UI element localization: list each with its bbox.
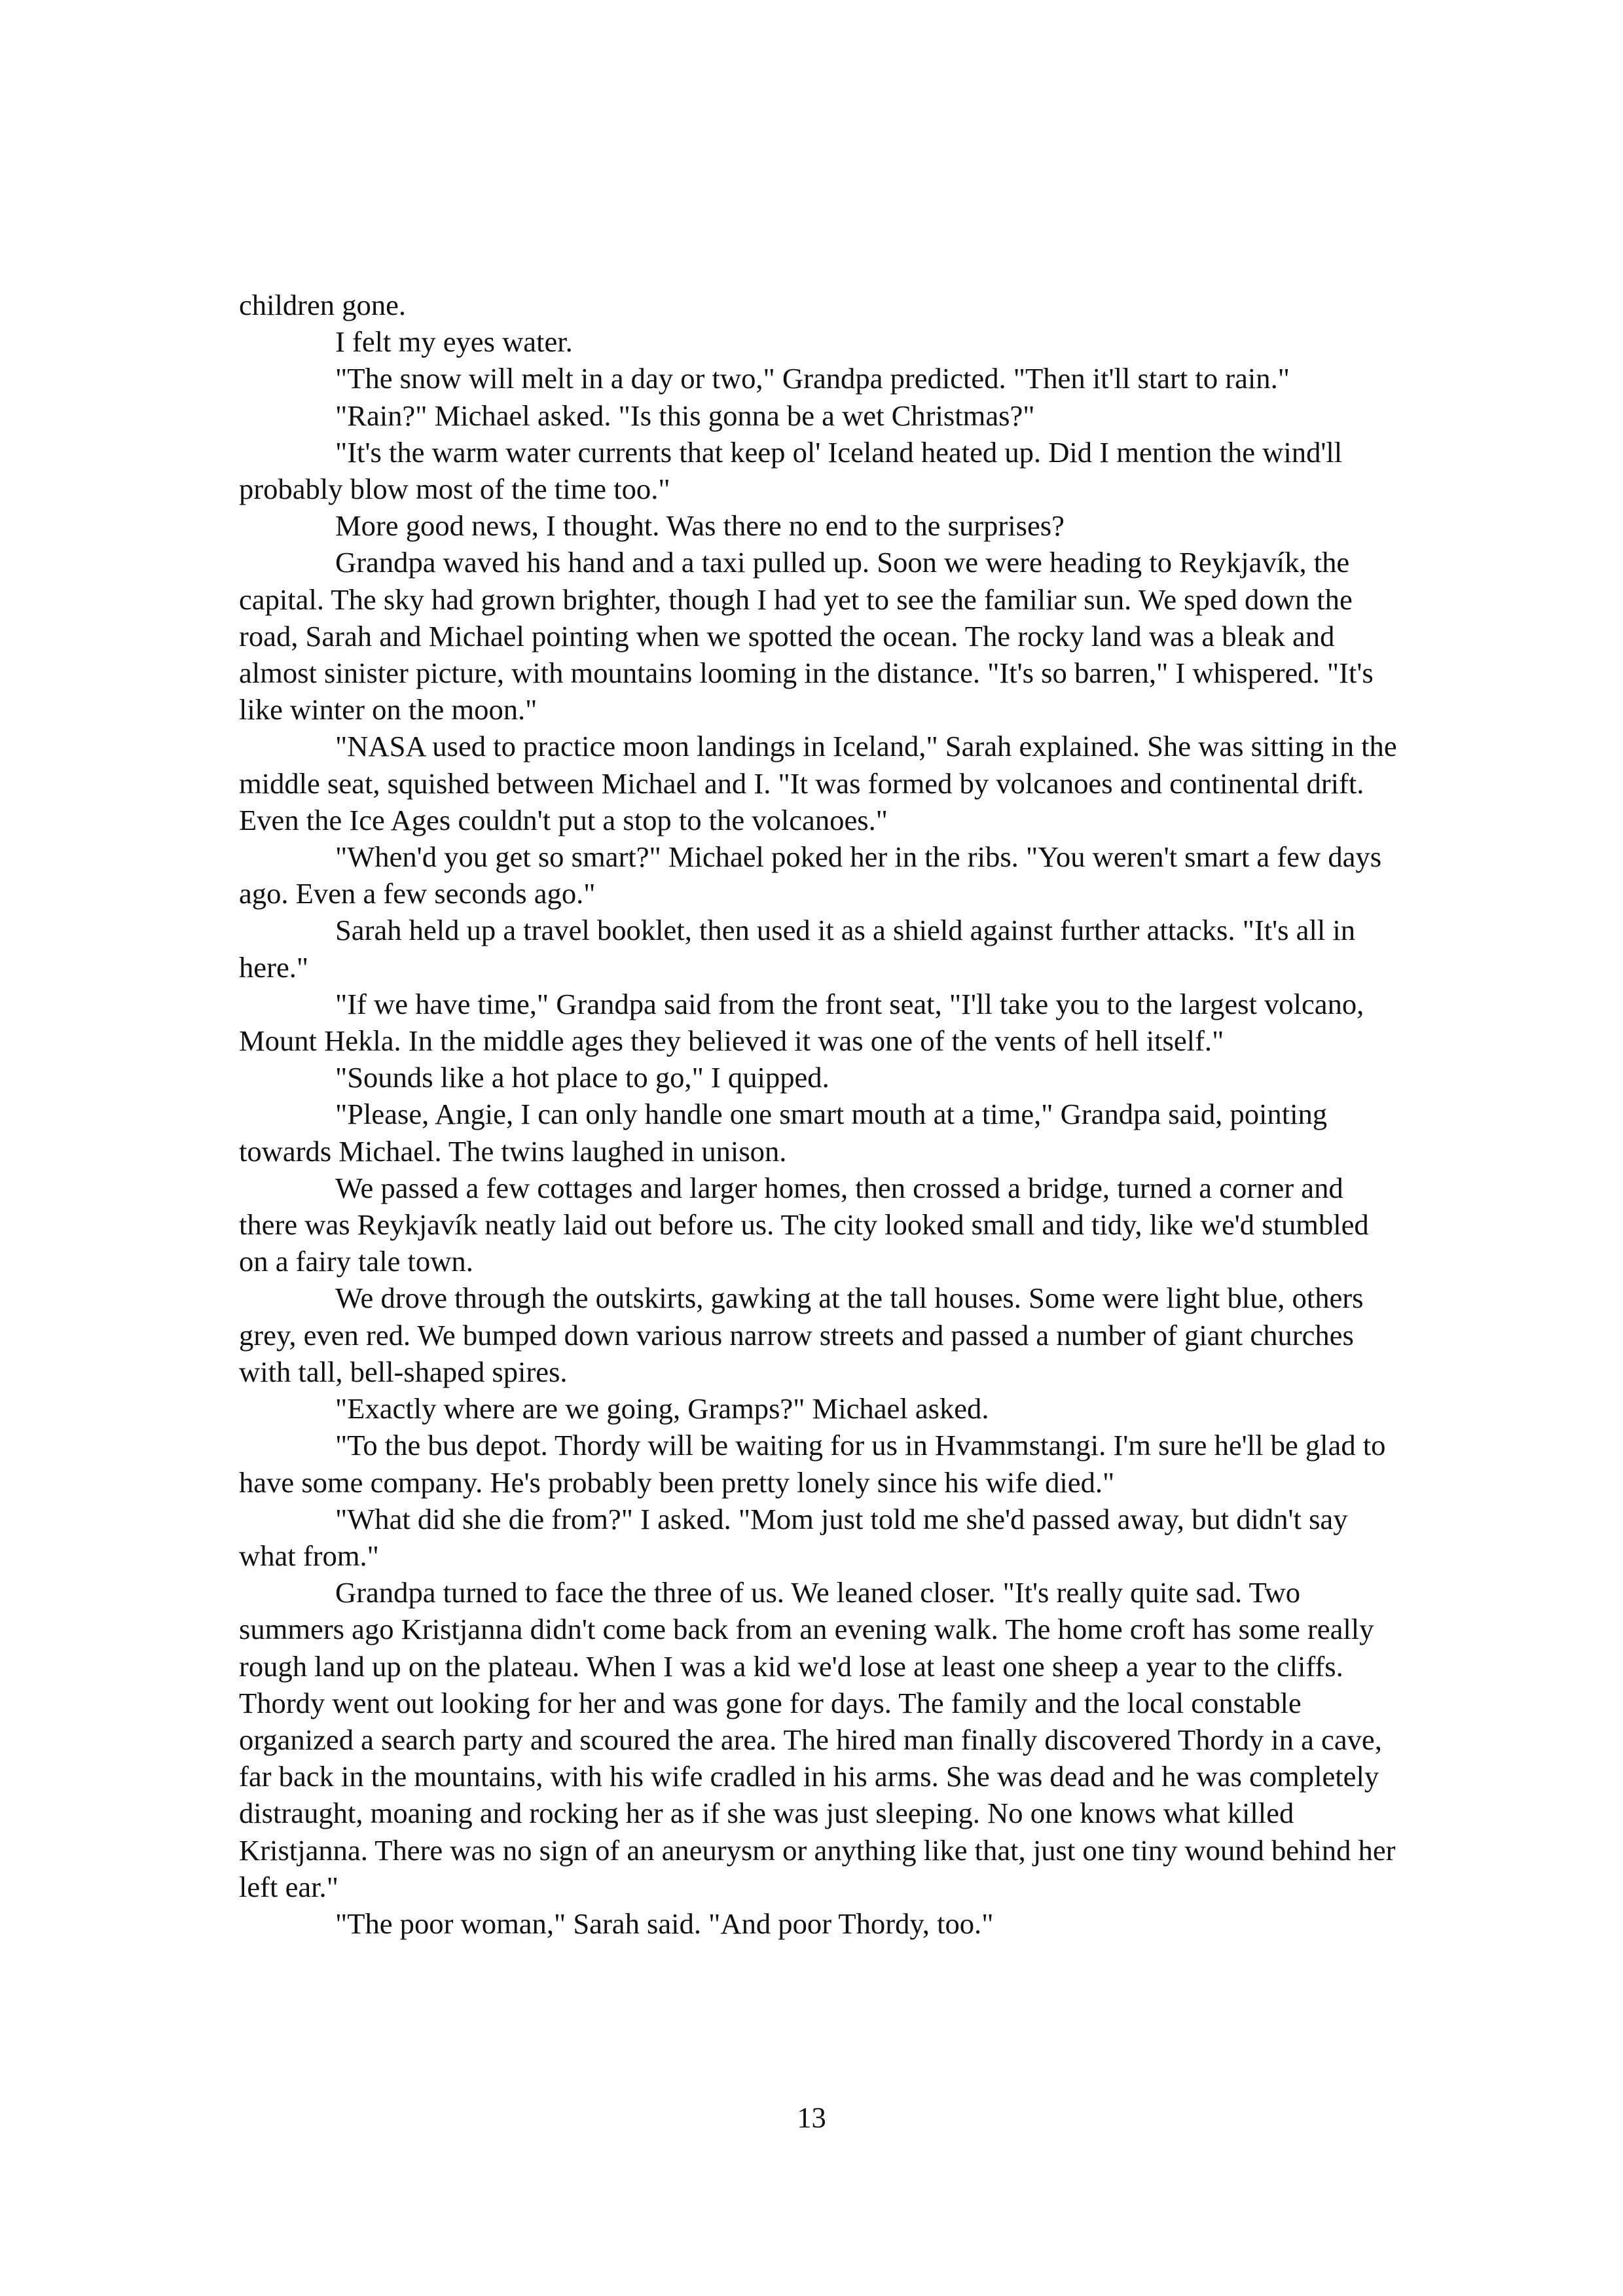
paragraph: Grandpa waved his hand and a taxi pulled up. Soon we were heading to Reykjavík, the capital. The sky had grown brighter, though I had yet to see the familiar sun. We sped down the road, Sarah and Michael pointing when we spotted the ocean. The rocky land was a bleak and almost sinister picture, with mountains looming in the distance. "It's so barren," I whispered. "It's like winter on the moon." [239,546,1374,726]
paragraph: "Sounds like a hot place to go," I quipped. [335,1061,830,1094]
body-text [239,287,1404,1942]
paragraph: "It's the warm water currents that keep ol' Iceland heated up. Did I mention the wind'll probably blow most of the time too." [239,435,1343,506]
paragraph: "Exactly where are we going, Gramps?" Michael asked. [335,1392,989,1426]
paragraph: children gone. [239,289,407,321]
paragraph: We passed a few cottages and larger homes, then crossed a bridge, turned a corner and there was Reykjavík neatly laid out before us. The city looked small and tidy, like we'd stumbled on a fairy tale town. [239,1171,1369,1278]
paragraph: "Please, Angie, I can only handle one smart mouth at a time," Grandpa said, pointing towards Michael. The twins laughed in unison. [239,1098,1328,1168]
paragraph: More good news, I thought. Was there no end to the surprises? [335,509,1065,543]
paragraph: Grandpa turned to face the three of us. We leaned closer. "It's really quite sad. Two summers ago Kristjanna didn't come back from an evening walk. The home croft has some really rough land up on the plateau. When I was a kid we'd lose at least one sheep a year to the cliffs. Thordy went out looking for her and was gone for days. The family and the local constable organized a search party and scoured the area. The hired man finally discovered Thordy in a cave, far back in the mountains, with his wife cradled in his arms. She was dead and he was completely distraught, moaning and rocking her as if she was just sleeping. No one knows what killed Kristjanna. There was no sign of an aneurysm or anything like that, just one tiny wound behind her left ear." [239,1576,1396,1903]
paragraph: "Rain?" Michael asked. "Is this gonna be a wet Christmas?" [335,399,1035,432]
page-number: 13 [797,2101,826,2134]
paragraph: "To the bus depot. Thordy will be waiting for us in Hvammstangi. I'm sure he'll be glad to have some company. He's probably been pretty lonely since his wife died." [239,1429,1386,1499]
paragraph: "What did she die from?" I asked. "Mom just told me she'd passed away, but didn't say what from." [239,1502,1348,1572]
paragraph: "NASA used to practice moon landings in Iceland," Sarah explained. She was sitting in the middle seat, squished between Michael and I. "It was formed by volcanoes and continental drift. Even the Ice Ages couldn't put a stop to the volcanoes." [239,730,1397,836]
paragraph: We drove through the outskirts, gawking at the tall houses. Some were light blue, others grey, even red. We bumped down various narrow streets and passed a number of giant churches with tall, bell-shaped spires. [239,1282,1364,1388]
paragraph: "The poor woman," Sarah said. "And poor Thordy, too." [335,1907,994,1940]
paragraph: Sarah held up a travel booklet, then used it as a shield against further attacks. "It's all in here." [239,914,1356,984]
paragraph: "If we have time," Grandpa said from the front seat, "I'll take you to the largest volcano, Mount Hekla. In the middle ages they believed it was one of the vents of hell itself." [239,987,1364,1058]
paragraph: "The snow will melt in a day or two," Grandpa predicted. "Then it'll start to rain." [335,362,1290,395]
paragraph: "When'd you get so smart?" Michael poked her in the ribs. "You weren't smart a few days ago. Even a few seconds ago." [239,840,1382,910]
paragraph: I felt my eyes water. [335,325,573,359]
